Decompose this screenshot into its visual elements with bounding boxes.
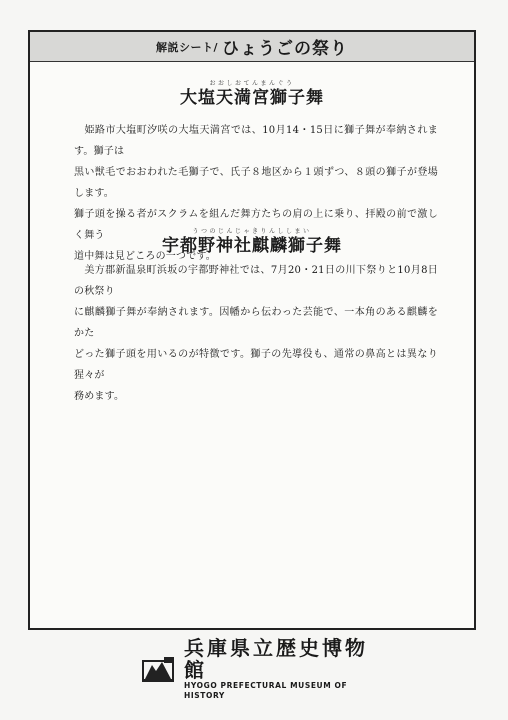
section2-line: 務めます。 xyxy=(74,391,125,402)
section2-line: に麒麟獅子舞が奉納されます。因幡から伝わった芸能で、一本角のある麒麟をかた xyxy=(74,307,438,339)
section2-body xyxy=(74,260,438,407)
section2-heading xyxy=(30,228,474,256)
sheet-label: 解説シート/ xyxy=(155,40,219,54)
museum-name-jp: 兵庫県立歴史博物館 xyxy=(184,636,368,682)
section1-line: 姫路市大塩町汐咲の大塩天満宮では、10月14・15日に獅子舞が奉納されます。獅子は xyxy=(74,125,438,157)
content-frame xyxy=(28,30,476,630)
section2-line: 美方郡新温泉町浜坂の宇都野神社では、7月20・21日の川下祭りと10月8日の秋祭り xyxy=(74,265,438,297)
sheet-title: ひょうごの祭り xyxy=(222,39,349,59)
museum-footer xyxy=(142,636,382,700)
section1-title: 大塩天満宮獅子舞 xyxy=(180,88,324,108)
section1-line: 獅子頭を操る者がスクラムを組んだ舞方たちの肩の上に乗り、拝殿の前で激しく舞う xyxy=(74,209,438,241)
museum-name-en: HYOGO PREFECTURAL MUSEUM OF HISTORY xyxy=(184,681,348,700)
section1-line: 道中舞は見どころの一つです。 xyxy=(74,251,216,262)
section2-title: 宇都野神社麒麟獅子舞 xyxy=(162,236,342,256)
museum-logo-icon xyxy=(142,655,176,683)
section1-heading xyxy=(30,80,474,108)
section1-ruby: おおしおてんまんぐう xyxy=(209,80,295,87)
section2-ruby: うつのじんじゃきりんししまい xyxy=(192,228,312,235)
section2-line: どった獅子頭を用いるのが特徴です。獅子の先導役も、通常の鼻高とは異なり猩々が xyxy=(74,349,438,381)
header-bar xyxy=(30,32,474,62)
section1-line: 黒い獣毛でおおわれた毛獅子で、氏子８地区から１頭ずつ、８頭の獅子が登場します。 xyxy=(74,167,438,199)
